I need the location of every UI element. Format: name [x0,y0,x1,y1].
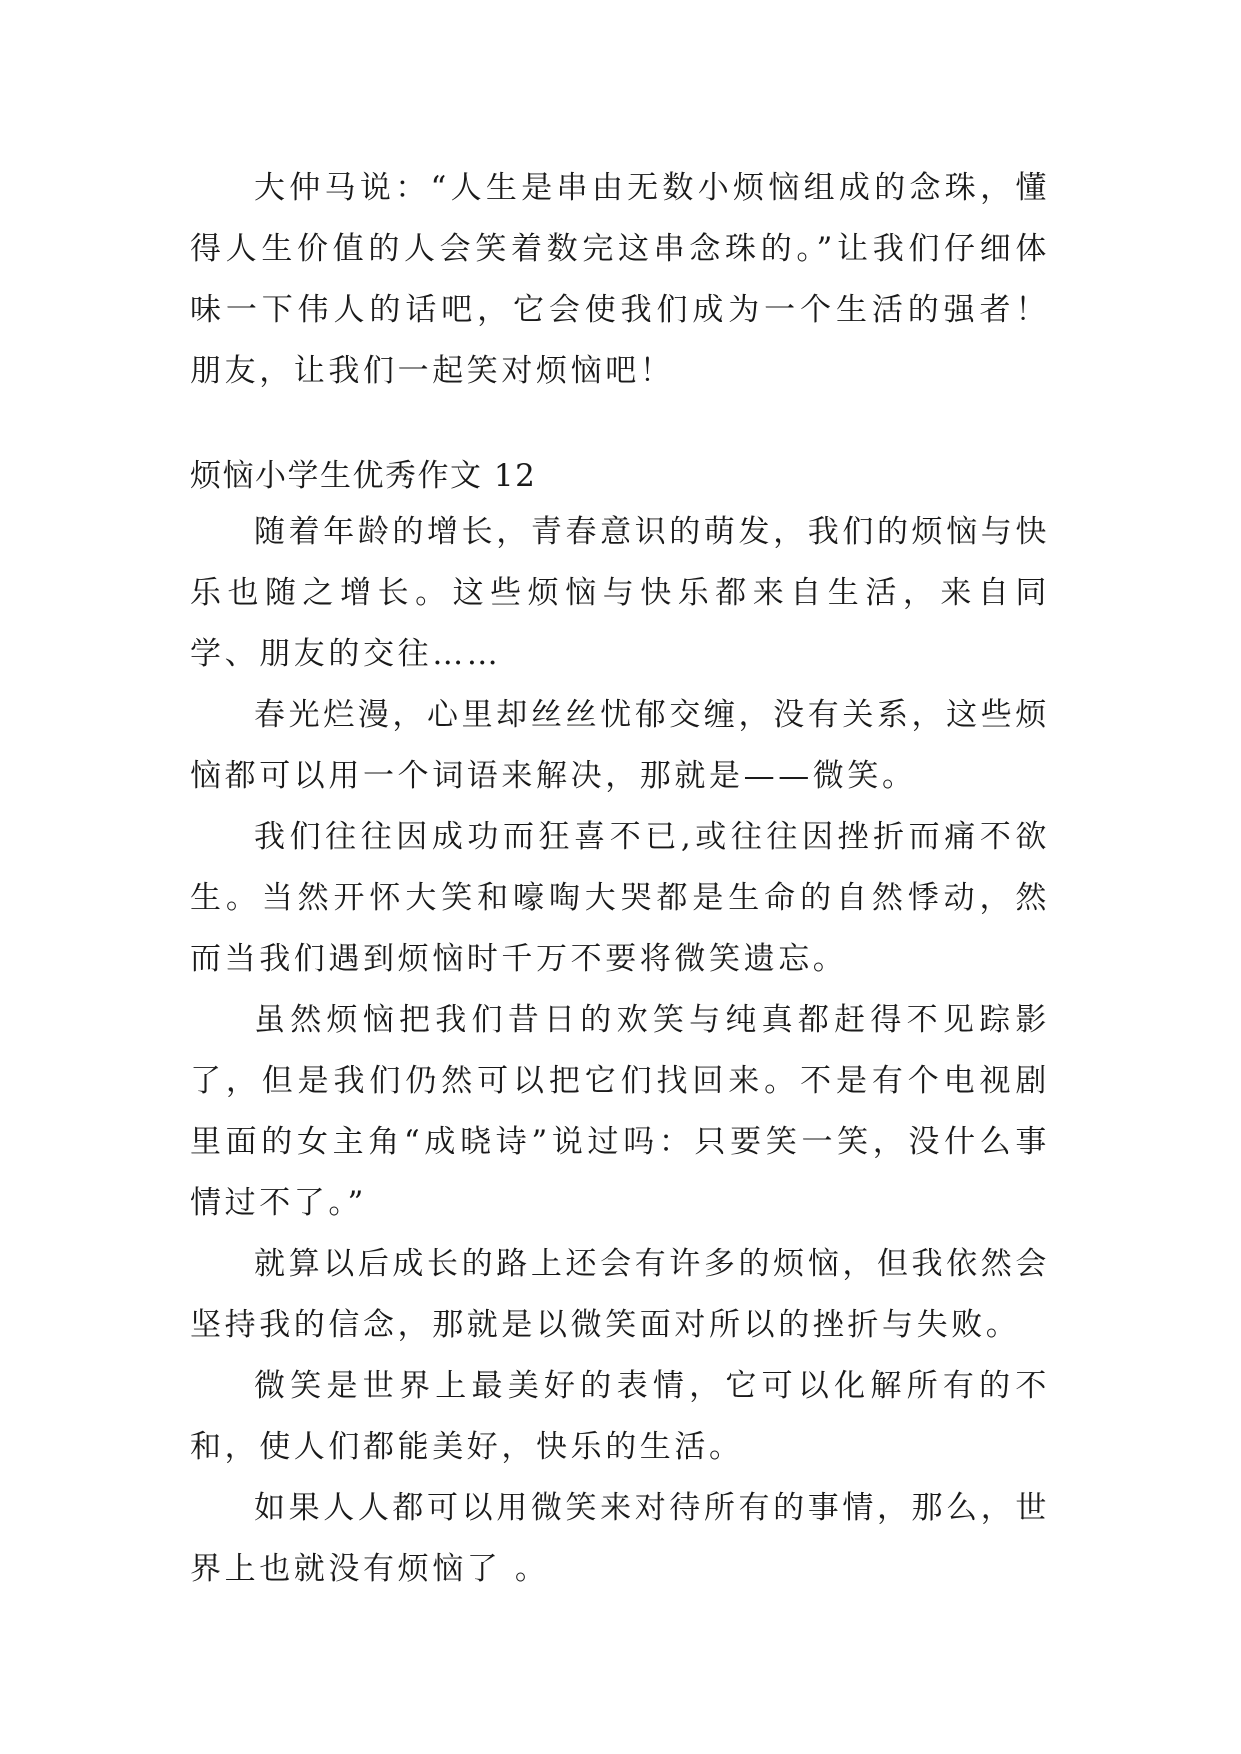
body-paragraph: 随着年龄的增长，青春意识的萌发，我们的烦恼与快乐也随之增长。这些烦恼与快乐都来自生活，来自同学、朋友的交往…… [190,514,1050,672]
intro-section [190,158,1050,402]
essay-title: 烦恼小学生优秀作文 12 [190,458,537,494]
intro-paragraph: 大仲马说：“人生是串由无数小烦恼组成的念珠，懂得人生价值的人会笑着数完这串念珠的。”让我们仔细体味一下伟人的话吧，它会使我们成为一个生活的强者！朋友，让我们一起笑对烦恼吧！ [190,170,1050,389]
essay-body [190,502,1050,1600]
body-paragraph: 如果人人都可以用微笑来对待所有的事情，那么，世界上也就没有烦恼了 。 [190,1490,1050,1587]
body-paragraph: 就算以后成长的路上还会有许多的烦恼，但我依然会坚持我的信念，那就是以微笑面对所以的挫折与失败。 [190,1246,1050,1343]
body-paragraph: 微笑是世界上最美好的表情，它可以化解所有的不和，使人们都能美好，快乐的生活。 [190,1368,1050,1465]
body-paragraph: 春光烂漫，心里却丝丝忧郁交缠，没有关系，这些烦恼都可以用一个词语来解决，那就是——微笑。 [190,697,1050,794]
body-paragraph: 虽然烦恼把我们昔日的欢笑与纯真都赶得不见踪影了，但是我们仍然可以把它们找回来。不是有个电视剧里面的女主角“成晓诗”说过吗：只要笑一笑，没什么事情过不了。” [190,1002,1050,1221]
body-paragraph: 我们往往因成功而狂喜不已,或往往因挫折而痛不欲生。当然开怀大笑和嚎啕大哭都是生命的自然悸动，然而当我们遇到烦恼时千万不要将微笑遗忘。 [190,819,1050,977]
